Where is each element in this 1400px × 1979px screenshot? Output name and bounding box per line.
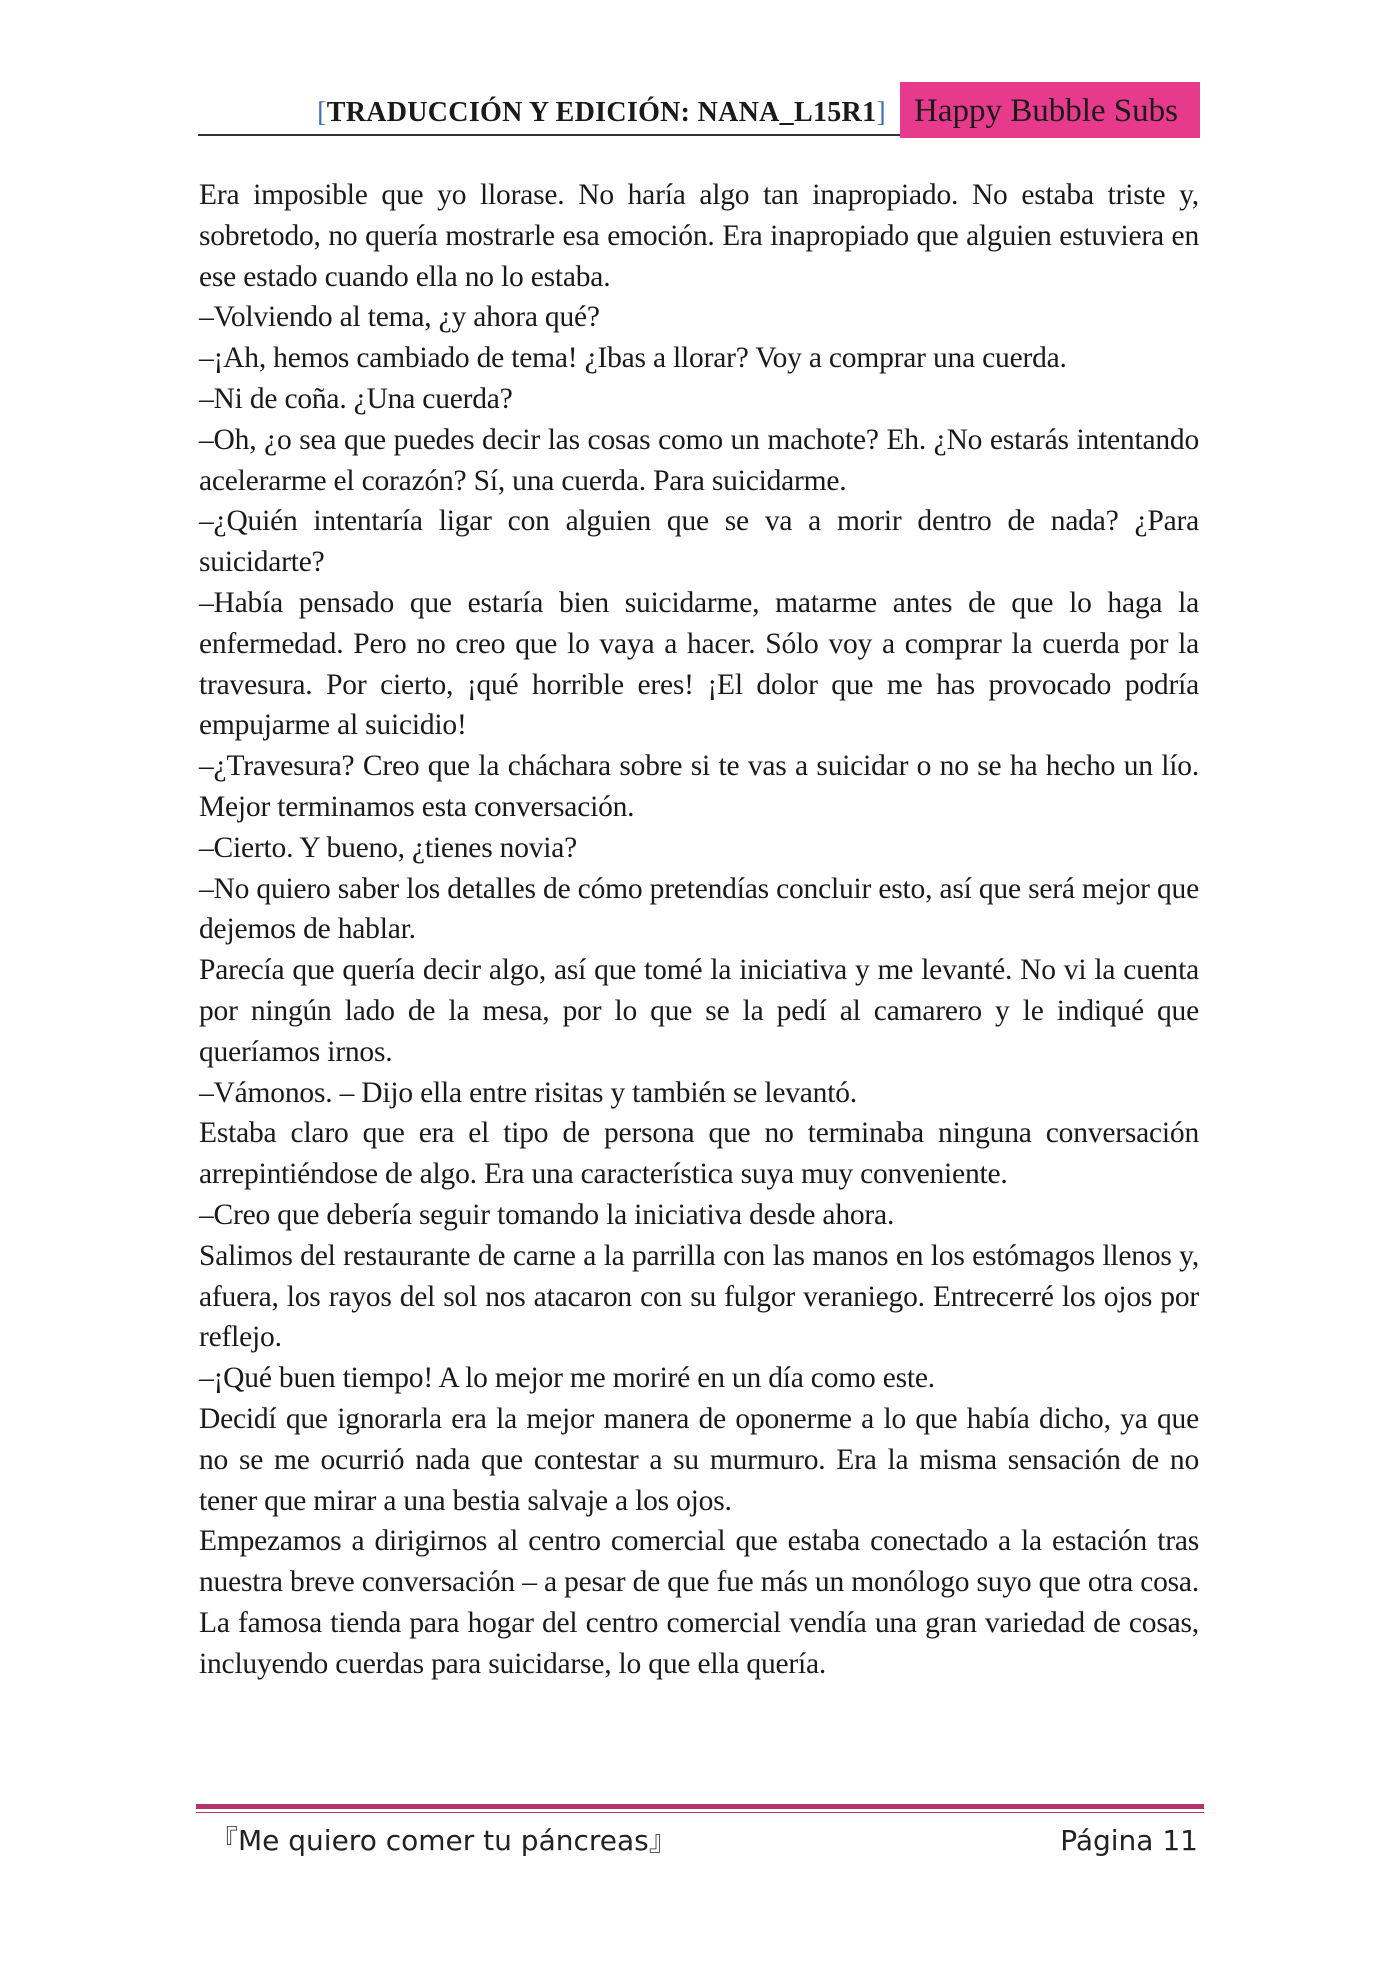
paragraph: –Vámonos. – Dijo ella entre risitas y también se levantó. — [199, 1076, 857, 1109]
paragraph: –Volviendo al tema, ¿y ahora qué? — [199, 301, 600, 334]
footer-rule-thin — [196, 1812, 1204, 1813]
paragraph: Decidí que ignorarla era la mejor manera de oponerme a lo que había dicho, ya que no se me ocurrió nada que contestar a su murmuro. Era la misma sensación de no tener que mirar a una bestia salvaje a los ojos. — [199, 1402, 1199, 1517]
footer-book-title: 『Me quiero comer tu páncreas』 — [210, 1824, 677, 1857]
paragraph: Era imposible que yo llorase. No haría algo tan inapropiado. No estaba triste y, sobretodo, no quería mostrarle esa emoción. Era inapropiado que alguien estuviera en ese estado cuando ella no lo estaba. — [199, 179, 1199, 293]
paragraph: Salimos del restaurante de carne a la parrilla con las manos en los estómagos llenos y, afuera, los rayos del sol nos atacaron con su fulgor veraniego. Entrecerré los ojos por reflejo. — [199, 1239, 1199, 1354]
credits-bracket-close: ] — [876, 97, 886, 128]
paragraph: Estaba claro que era el tipo de persona que no terminaba ninguna conversación arrepintiéndose de algo. Era una característica suya muy conveniente. — [199, 1117, 1199, 1191]
translation-credits — [198, 82, 900, 136]
paragraph: Empezamos a dirigirnos al centro comercial que estaba conectado a la estación tras nuestra breve conversación – a pesar de que fue más un monólogo suyo que otra cosa. La famosa tienda para hogar del centro comercial vendía una gran variedad de cosas, incluyendo cuerdas para suicidarse, lo que ella quería. — [199, 1525, 1199, 1680]
footer-page-number: Página 11 — [1060, 1824, 1198, 1857]
footer-rule-thick — [196, 1804, 1204, 1809]
paragraph: –¡Ah, hemos cambiado de tema! ¿Ibas a llorar? Voy a comprar una cuerda. — [199, 342, 1067, 375]
paragraph: –Creo que debería seguir tomando la iniciativa desde ahora. — [199, 1198, 895, 1231]
paragraph: –¿Travesura? Creo que la cháchara sobre si te vas a suicidar o no se ha hecho un lío. Mejor terminamos esta conversación. — [199, 750, 1199, 823]
credits-bracket-open: [ — [317, 97, 327, 128]
body-text — [199, 175, 1199, 1684]
credits-text: TRADUCCIÓN Y EDICIÓN: NANA_L15R1 — [326, 97, 877, 128]
paragraph: –Cierto. Y bueno, ¿tienes novia? — [199, 831, 578, 864]
paragraph: –¿Quién intentaría ligar con alguien que se va a morir dentro de nada? ¿Para suicidarte? — [199, 505, 1199, 579]
paragraph: –Ni de coña. ¿Una cuerda? — [199, 382, 513, 415]
page-header — [198, 82, 1200, 138]
group-name-badge: Happy Bubble Subs — [900, 82, 1200, 138]
paragraph: Parecía que quería decir algo, así que tomé la iniciativa y me levanté. No vi la cuenta por ningún lado de la mesa, por lo que se la pedí al camarero y le indiqué que queríamos irnos. — [199, 954, 1199, 1068]
paragraph: –No quiero saber los detalles de cómo pretendías concluir esto, así que será mejor que dejemos de hablar. — [199, 872, 1199, 946]
paragraph: –Había pensado que estaría bien suicidarme, matarme antes de que lo haga la enfermedad. Pero no creo que lo vaya a hacer. Sólo voy a comprar la cuerda por la travesura. Por cierto, ¡qué horrible eres! ¡El dolor que me has provocado podría empujarme al suicidio! — [199, 586, 1199, 742]
paragraph: –Oh, ¿o sea que puedes decir las cosas como un machote? Eh. ¿No estarás intentando acelerarme el corazón? Sí, una cuerda. Para suicidarme. — [199, 423, 1199, 497]
paragraph: –¡Qué buen tiempo! A lo mejor me moriré en un día como este. — [199, 1362, 935, 1395]
